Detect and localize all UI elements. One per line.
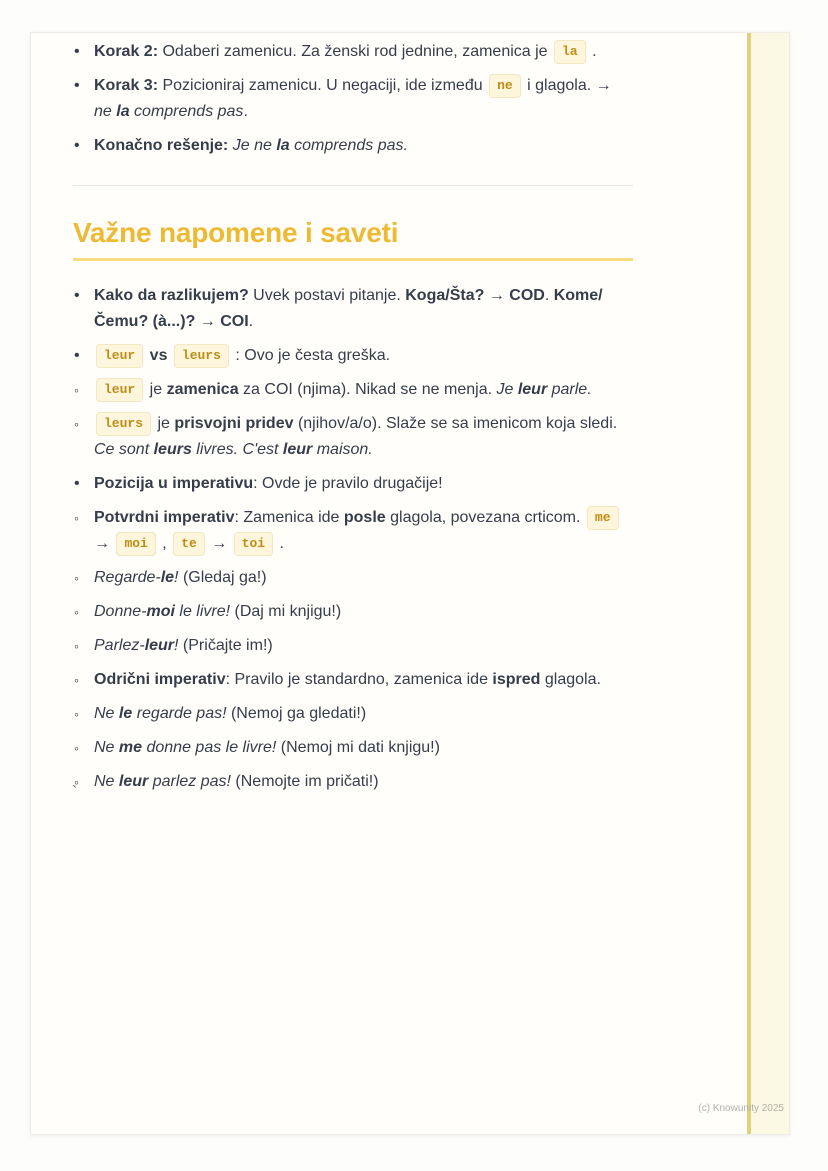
inline-code-chip: me — [587, 506, 619, 530]
list-item-text — [94, 381, 592, 398]
text-segment: parlez pas! — [148, 773, 231, 790]
text-segment: → — [206, 535, 232, 552]
bullet-hollow-icon: ◦ — [74, 672, 79, 688]
list-item-text — [94, 475, 443, 492]
inline-code-chip: leur — [96, 344, 143, 368]
text-segment: : Pravilo je standardno, zamenica ide — [225, 671, 493, 688]
text-segment: Potvrdni imperativ — [94, 509, 235, 526]
list-item — [73, 39, 633, 65]
list-item — [73, 599, 633, 625]
text-segment: zamenica — [166, 381, 239, 398]
text-segment: le — [118, 705, 133, 722]
text-segment: , — [157, 535, 172, 552]
text-segment: le livre! — [174, 603, 231, 620]
bullet-filled-icon: • — [74, 77, 80, 94]
text-segment: za COI (njima). Nikad se ne menja. — [238, 381, 497, 398]
document-page — [30, 32, 790, 1135]
text-segment: . — [544, 287, 554, 304]
text-segment: (njihov/a/o). Slaže se sa imenicom koja sledi. — [293, 415, 618, 432]
bullet-hollow-icon: ◦ — [74, 604, 79, 620]
text-segment: . — [587, 43, 597, 60]
list-item-text — [94, 569, 267, 586]
text-segment: je — [145, 381, 167, 398]
text-segment: Je ne — [232, 137, 277, 154]
page-accent-strip — [747, 33, 789, 1134]
text-segment: Korak 3: — [94, 77, 159, 94]
text-segment: (Nemojte im pričati!) — [230, 773, 379, 790]
inline-code-chip: toi — [234, 532, 273, 556]
text-segment: Konačno rešenje: — [94, 137, 229, 154]
text-segment: posle — [343, 509, 386, 526]
text-segment: le — [160, 569, 175, 586]
text-segment: prisvojni pridev — [174, 415, 294, 432]
list-item-text — [94, 509, 621, 552]
text-segment: Regarde- — [94, 569, 161, 586]
list-item-text — [94, 739, 440, 756]
bullet-filled-icon: • — [74, 347, 80, 364]
inline-code-chip: leur — [96, 378, 143, 402]
text-segment: Pozicija u imperativu — [94, 475, 254, 492]
text-segment: leur — [118, 773, 149, 790]
inline-code-chip: te — [173, 532, 205, 556]
bullet-filled-icon: • — [74, 475, 80, 492]
text-segment: (Nemoj mi dati knjigu!) — [276, 739, 440, 756]
text-segment: Ne — [94, 739, 119, 756]
bullet-filled-icon: • — [74, 287, 80, 304]
text-segment: Je — [496, 381, 518, 398]
list-item — [73, 701, 633, 727]
text-segment: Ce sont — [94, 441, 154, 458]
text-segment: Odrični imperativ — [94, 671, 226, 688]
inline-code-chip: la — [554, 40, 586, 64]
bullet-hollow-icon: ◦ — [74, 706, 79, 722]
text-segment: Odaberi zamenicu. Za ženski rod jednine, zamenica je — [158, 43, 553, 60]
text-segment: Uvek postavi pitanje. — [248, 287, 406, 304]
text-segment: vs — [145, 347, 172, 364]
text-segment: ! — [174, 569, 179, 586]
list-item-text — [94, 637, 273, 654]
text-segment: la — [276, 137, 290, 154]
copyright-footer: (c) Knowunity 2025 — [698, 1103, 784, 1114]
text-segment: comprends pas — [129, 103, 244, 120]
stray-character: ` — [72, 783, 77, 800]
list-item — [73, 471, 633, 497]
text-segment: livres. C'est — [191, 441, 283, 458]
page-content — [73, 39, 633, 803]
text-segment: ne — [94, 103, 117, 120]
list-item — [73, 283, 633, 335]
steps-list — [73, 39, 633, 159]
text-segment: je — [153, 415, 175, 432]
bullet-hollow-icon: ◦ — [74, 774, 79, 790]
text-segment: (Nemoj ga gledati!) — [226, 705, 367, 722]
text-segment: Korak 2: — [94, 43, 159, 60]
text-segment: . — [248, 313, 254, 330]
list-item — [73, 73, 633, 125]
list-item — [73, 505, 633, 557]
section-divider — [73, 185, 633, 186]
text-segment: ! — [174, 637, 179, 654]
section-heading: Važne napomene i saveti — [73, 216, 633, 261]
notes-list — [73, 283, 633, 795]
text-segment: Donne- — [94, 603, 147, 620]
list-item — [73, 377, 633, 403]
text-segment: comprends pas. — [289, 137, 408, 154]
list-item — [73, 565, 633, 591]
bullet-hollow-icon: ◦ — [74, 570, 79, 586]
text-segment: Kome/Čemu? (à...)? → COI — [94, 287, 603, 330]
text-segment: Parlez- — [94, 637, 145, 654]
list-item-text — [94, 347, 390, 364]
list-item — [73, 411, 633, 463]
text-segment: : Ovo je česta greška. — [230, 347, 391, 364]
text-segment: donne pas le livre! — [142, 739, 277, 756]
list-item — [73, 633, 633, 659]
list-item-text — [94, 705, 366, 722]
inline-code-chip: leurs — [96, 412, 151, 436]
bullet-hollow-icon: ◦ — [74, 382, 79, 398]
bullet-filled-icon: • — [74, 43, 80, 60]
list-item — [73, 735, 633, 761]
text-segment: Koga/Šta? → COD — [405, 287, 545, 304]
text-segment: regarde pas! — [132, 705, 227, 722]
text-segment: la — [116, 103, 130, 120]
text-segment: leurs — [153, 441, 192, 458]
text-segment: moi — [146, 603, 175, 620]
text-segment: leur — [282, 441, 313, 458]
text-segment: Pozicioniraj zamenicu. U negaciji, ide između — [158, 77, 488, 94]
list-item — [73, 769, 633, 795]
text-segment: → — [94, 535, 115, 552]
text-segment: ispred — [492, 671, 541, 688]
text-segment: (Pričajte im!) — [178, 637, 273, 654]
text-segment: Ne — [94, 705, 119, 722]
list-item-text — [94, 773, 379, 790]
bullet-hollow-icon: ◦ — [74, 510, 79, 526]
text-segment: i glagola. → — [522, 77, 612, 94]
text-segment: leur — [144, 637, 175, 654]
text-segment: . — [243, 103, 248, 120]
list-item-text — [94, 415, 617, 458]
text-segment: maison. — [312, 441, 373, 458]
list-item — [73, 343, 633, 369]
text-segment: Kako da razlikujem? — [94, 287, 249, 304]
text-segment: . — [275, 535, 284, 552]
text-segment: glagola, povezana crticom. — [385, 509, 585, 526]
list-item-text — [94, 603, 341, 620]
inline-code-chip: leurs — [174, 344, 229, 368]
text-segment: glagola. — [540, 671, 601, 688]
list-item-text — [94, 287, 603, 330]
list-item — [73, 133, 633, 159]
bullet-filled-icon: • — [74, 137, 80, 154]
text-segment: leur — [517, 381, 548, 398]
list-item-text — [94, 43, 597, 60]
text-segment: : Ovde je pravilo drugačije! — [253, 475, 443, 492]
text-segment: me — [118, 739, 143, 756]
text-segment: Ne — [94, 773, 119, 790]
text-segment: : Zamenica ide — [234, 509, 344, 526]
text-segment: (Gledaj ga!) — [178, 569, 267, 586]
list-item — [73, 667, 633, 693]
bullet-hollow-icon: ◦ — [74, 740, 79, 756]
inline-code-chip: moi — [116, 532, 155, 556]
bullet-hollow-icon: ◦ — [74, 638, 79, 654]
text-segment: (Daj mi knjigu!) — [230, 603, 342, 620]
list-item-text — [94, 137, 408, 154]
list-item-text — [94, 77, 612, 120]
list-item-text — [94, 671, 601, 688]
inline-code-chip: ne — [489, 74, 521, 98]
text-segment: parle. — [547, 381, 592, 398]
bullet-hollow-icon: ◦ — [74, 416, 79, 432]
